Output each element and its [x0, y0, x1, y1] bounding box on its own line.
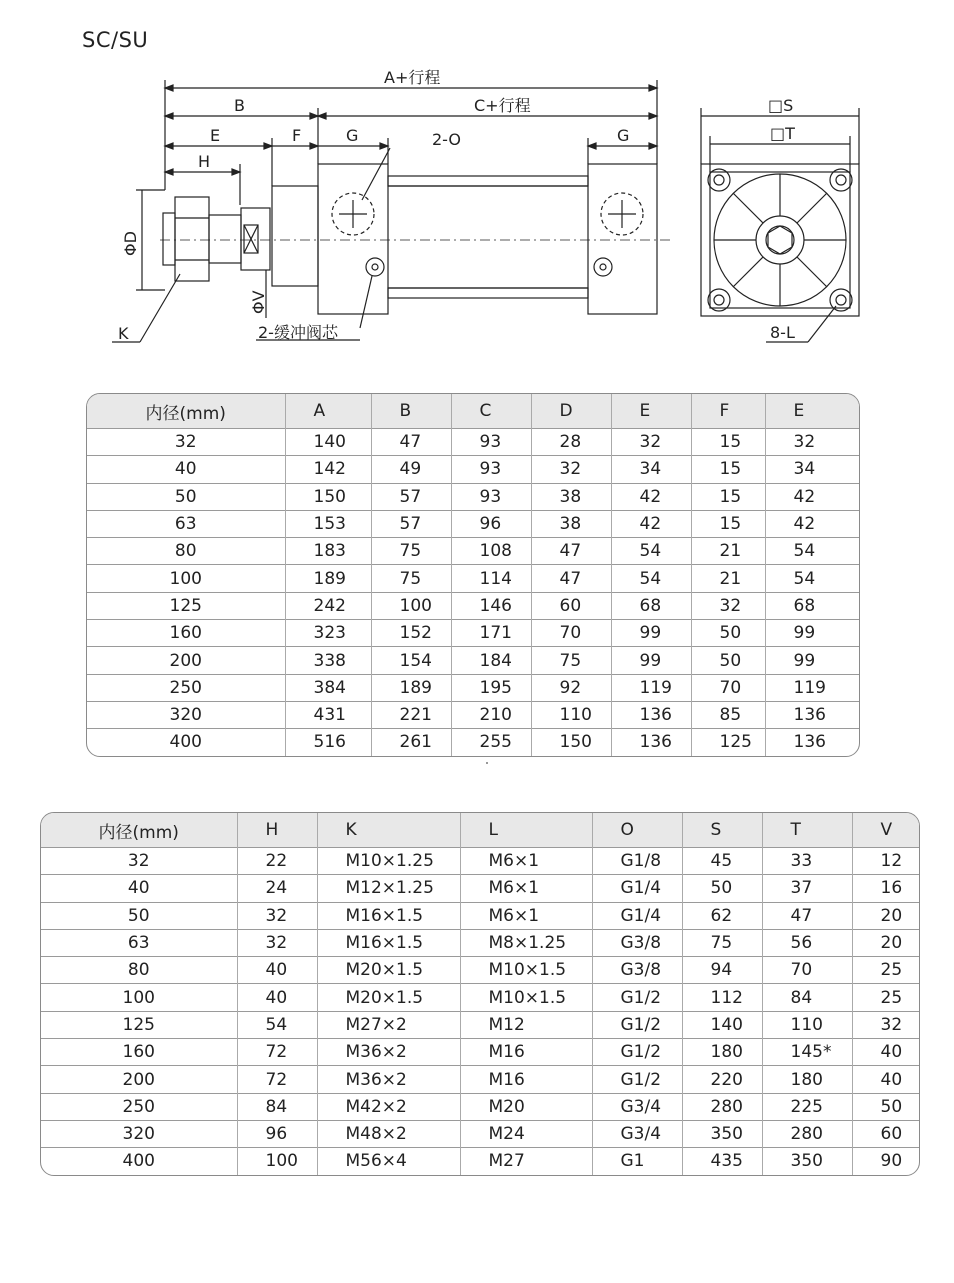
table-cell: 60	[852, 1120, 919, 1147]
label-v: ΦV	[249, 290, 268, 314]
table-cell: M8×1.25	[460, 929, 592, 956]
table-cell: 136	[611, 701, 691, 728]
label-bolt: 8-L	[770, 323, 795, 342]
table-cell: 140	[682, 1011, 762, 1038]
table-cell: 189	[371, 674, 451, 701]
table-cell: 50	[87, 483, 285, 510]
table-row	[87, 510, 859, 537]
table-row	[41, 1148, 919, 1175]
table-cell: M16	[460, 1066, 592, 1093]
table-cell: 24	[237, 875, 317, 902]
table-cell: 40	[41, 875, 237, 902]
table-cell: G1/2	[592, 984, 682, 1011]
table-cell: 63	[87, 510, 285, 537]
table-row	[87, 429, 859, 456]
table-cell: 100	[237, 1148, 317, 1175]
table-cell: 84	[237, 1093, 317, 1120]
table-cell: 21	[691, 565, 765, 592]
table-cell: 15	[691, 456, 765, 483]
table-cell: 54	[237, 1011, 317, 1038]
table-row	[87, 647, 859, 674]
table-cell: 21	[691, 538, 765, 565]
table-cell: M10×1.25	[317, 848, 460, 875]
table-cell: M16×1.5	[317, 902, 460, 929]
table-cell: 38	[531, 510, 611, 537]
table-cell: 350	[762, 1148, 852, 1175]
table-row	[87, 674, 859, 701]
table-cell: 38	[531, 483, 611, 510]
table-cell: 180	[682, 1039, 762, 1066]
table-cell: 16	[852, 875, 919, 902]
table-cell: 50	[691, 647, 765, 674]
table-cell: 20	[852, 902, 919, 929]
table-cell: 384	[285, 674, 371, 701]
table-cell: 400	[41, 1148, 237, 1175]
table-cell: M20×1.5	[317, 957, 460, 984]
label-k: K	[118, 324, 129, 343]
table-cell: 250	[41, 1093, 237, 1120]
table-cell: 184	[451, 647, 531, 674]
table-cell: 12	[852, 848, 919, 875]
cushion-valve-front	[366, 258, 384, 276]
cushion-valve-rear	[594, 258, 612, 276]
table-cell: 136	[765, 729, 859, 756]
table-cell: 516	[285, 729, 371, 756]
table-cell: 47	[531, 565, 611, 592]
table-row	[41, 848, 919, 875]
table-row	[41, 1039, 919, 1066]
table-row	[87, 483, 859, 510]
table-cell: 108	[451, 538, 531, 565]
column-header: D	[531, 394, 611, 429]
dimension-table-2	[40, 812, 920, 1176]
table-cell: 57	[371, 510, 451, 537]
table-row	[41, 957, 919, 984]
table-cell: G1/2	[592, 1039, 682, 1066]
table-cell: 225	[762, 1093, 852, 1120]
table-cell: 99	[765, 647, 859, 674]
table-row	[41, 1066, 919, 1093]
table-cell: 96	[237, 1120, 317, 1147]
table-cell: 32	[87, 429, 285, 456]
table-header-row	[41, 813, 919, 848]
table-cell: 435	[682, 1148, 762, 1175]
table-cell: 49	[371, 456, 451, 483]
table-cell: 255	[451, 729, 531, 756]
rod-nut	[175, 197, 209, 281]
table-cell: 189	[285, 565, 371, 592]
table-cell: 125	[691, 729, 765, 756]
table-cell: M6×1	[460, 875, 592, 902]
table-cell: 40	[237, 984, 317, 1011]
table-cell: 32	[852, 1011, 919, 1038]
label-d: ΦD	[121, 231, 140, 256]
label-h: H	[198, 152, 211, 171]
table-cell: 320	[87, 701, 285, 728]
table-cell: 22	[237, 848, 317, 875]
table-cell: 280	[682, 1093, 762, 1120]
column-header: 内径(mm)	[41, 813, 237, 848]
table-row	[41, 875, 919, 902]
table-cell: 63	[41, 929, 237, 956]
table-cell: 431	[285, 701, 371, 728]
label-b: B	[234, 96, 245, 115]
table-cell: 136	[765, 701, 859, 728]
table-cell: 40	[852, 1039, 919, 1066]
column-header: B	[371, 394, 451, 429]
table-cell: 75	[531, 647, 611, 674]
table-cell: G1	[592, 1148, 682, 1175]
table-cell: M16×1.5	[317, 929, 460, 956]
label-f: F	[292, 126, 302, 145]
table-cell: 94	[682, 957, 762, 984]
table-cell: 80	[87, 538, 285, 565]
table-cell: 50	[691, 620, 765, 647]
table-cell: 200	[41, 1066, 237, 1093]
table-cell: 34	[611, 456, 691, 483]
label-g-left: G	[346, 126, 359, 145]
table-cell: 42	[611, 510, 691, 537]
column-header: O	[592, 813, 682, 848]
table-cell: 25	[852, 984, 919, 1011]
table-row	[41, 1120, 919, 1147]
table-cell: 146	[451, 592, 531, 619]
label-c-stroke: C+行程	[474, 96, 531, 115]
dot-mark	[486, 762, 488, 764]
table-cell: 70	[762, 957, 852, 984]
table-cell: 90	[852, 1148, 919, 1175]
table-cell: G1/4	[592, 902, 682, 929]
column-header: S	[682, 813, 762, 848]
table-cell: 93	[451, 456, 531, 483]
table-row	[87, 620, 859, 647]
table-cell: 56	[762, 929, 852, 956]
label-s: □S	[768, 96, 794, 115]
table-cell: 75	[371, 538, 451, 565]
dimension-table-1	[86, 393, 860, 757]
table-row	[41, 1093, 919, 1120]
table-cell: 320	[41, 1120, 237, 1147]
table-cell: 99	[611, 647, 691, 674]
table-row	[87, 592, 859, 619]
table-row	[87, 729, 859, 756]
table-cell: M6×1	[460, 848, 592, 875]
table-cell: G3/8	[592, 957, 682, 984]
table-row	[87, 701, 859, 728]
table-row	[87, 565, 859, 592]
table-cell: 32	[531, 456, 611, 483]
table-cell: M36×2	[317, 1066, 460, 1093]
table-cell: 15	[691, 429, 765, 456]
table-row	[41, 1011, 919, 1038]
table-cell: 20	[852, 929, 919, 956]
table-cell: 153	[285, 510, 371, 537]
table-cell: 119	[765, 674, 859, 701]
table-cell: 32	[237, 902, 317, 929]
table-cell: 37	[762, 875, 852, 902]
column-header: H	[237, 813, 317, 848]
table-row	[41, 984, 919, 1011]
table-cell: 54	[765, 565, 859, 592]
table-cell: 136	[611, 729, 691, 756]
table-cell: 100	[41, 984, 237, 1011]
rear-cap	[588, 164, 657, 314]
table-row	[41, 929, 919, 956]
table-cell: 154	[371, 647, 451, 674]
table-cell: M10×1.5	[460, 984, 592, 1011]
column-header: T	[762, 813, 852, 848]
table-cell: 75	[682, 929, 762, 956]
table-cell: 85	[691, 701, 765, 728]
table-cell: 180	[762, 1066, 852, 1093]
table-cell: 100	[87, 565, 285, 592]
table-cell: 350	[682, 1120, 762, 1147]
table-cell: M12×1.25	[317, 875, 460, 902]
table-cell: 70	[531, 620, 611, 647]
table-cell: 40	[237, 957, 317, 984]
label-t: □T	[770, 124, 795, 143]
table-cell: 93	[451, 483, 531, 510]
table-row	[87, 538, 859, 565]
table-cell: 54	[611, 565, 691, 592]
table-cell: 42	[611, 483, 691, 510]
column-header: K	[317, 813, 460, 848]
table-cell: 92	[531, 674, 611, 701]
table-cell: 68	[765, 592, 859, 619]
table-cell: G1/4	[592, 875, 682, 902]
table-cell: 93	[451, 429, 531, 456]
table-cell: M27×2	[317, 1011, 460, 1038]
table-row	[41, 902, 919, 929]
table-cell: 42	[765, 510, 859, 537]
table-cell: 112	[682, 984, 762, 1011]
table-cell: M16	[460, 1039, 592, 1066]
table-cell: 33	[762, 848, 852, 875]
cylinder-dimension-drawing	[0, 0, 954, 380]
table-cell: 34	[765, 456, 859, 483]
table-cell: 57	[371, 483, 451, 510]
table-cell: G1/2	[592, 1011, 682, 1038]
table-cell: 68	[611, 592, 691, 619]
table-cell: 183	[285, 538, 371, 565]
table-cell: 145*	[762, 1039, 852, 1066]
table-cell: 84	[762, 984, 852, 1011]
table-cell: 28	[531, 429, 611, 456]
table-cell: 221	[371, 701, 451, 728]
label-g-right: G	[617, 126, 630, 145]
table-cell: 50	[852, 1093, 919, 1120]
table-cell: M10×1.5	[460, 957, 592, 984]
table-cell: M12	[460, 1011, 592, 1038]
table-cell: 62	[682, 902, 762, 929]
table-cell: 72	[237, 1039, 317, 1066]
column-header: E	[611, 394, 691, 429]
table-cell: 54	[611, 538, 691, 565]
table-cell: 171	[451, 620, 531, 647]
table-cell: 47	[531, 538, 611, 565]
table-cell: 242	[285, 592, 371, 619]
table-cell: M36×2	[317, 1039, 460, 1066]
table-cell: M20	[460, 1093, 592, 1120]
column-header: A	[285, 394, 371, 429]
table-cell: 210	[451, 701, 531, 728]
table-cell: 80	[41, 957, 237, 984]
table-cell: 100	[371, 592, 451, 619]
label-cushion: 2-缓冲阀芯	[258, 323, 338, 342]
table-cell: 250	[87, 674, 285, 701]
table-cell: 54	[765, 538, 859, 565]
table-cell: 142	[285, 456, 371, 483]
column-header: L	[460, 813, 592, 848]
table-cell: 220	[682, 1066, 762, 1093]
rod-thread	[163, 213, 175, 265]
table-cell: 15	[691, 483, 765, 510]
table-cell: 32	[611, 429, 691, 456]
table-cell: 160	[41, 1039, 237, 1066]
table-cell: 99	[611, 620, 691, 647]
column-header: C	[451, 394, 531, 429]
table-cell: 32	[691, 592, 765, 619]
table-cell: 114	[451, 565, 531, 592]
table-cell: 400	[87, 729, 285, 756]
table-cell: 200	[87, 647, 285, 674]
table-cell: 60	[531, 592, 611, 619]
table-cell: 40	[87, 456, 285, 483]
table-cell: M27	[460, 1148, 592, 1175]
table-cell: M6×1	[460, 902, 592, 929]
table-cell: 47	[371, 429, 451, 456]
page-title: SC/SU	[82, 28, 149, 52]
table-cell: M20×1.5	[317, 984, 460, 1011]
table-cell: 70	[691, 674, 765, 701]
table-header-row	[87, 394, 859, 429]
table-cell: 160	[87, 620, 285, 647]
table-cell: 32	[765, 429, 859, 456]
table-cell: M24	[460, 1120, 592, 1147]
table-cell: 32	[237, 929, 317, 956]
table-cell: 280	[762, 1120, 852, 1147]
table-cell: 125	[41, 1011, 237, 1038]
table-cell: M42×2	[317, 1093, 460, 1120]
table-cell: 125	[87, 592, 285, 619]
table-cell: M56×4	[317, 1148, 460, 1175]
table-cell: 42	[765, 483, 859, 510]
table-cell: 50	[682, 875, 762, 902]
label-a-stroke: A+行程	[384, 68, 441, 87]
table-cell: G1/8	[592, 848, 682, 875]
table-cell: 99	[765, 620, 859, 647]
table-cell: 140	[285, 429, 371, 456]
column-header: 内径(mm)	[87, 394, 285, 429]
column-header: V	[852, 813, 919, 848]
table-cell: 119	[611, 674, 691, 701]
table-cell: 110	[762, 1011, 852, 1038]
table-cell: G3/4	[592, 1093, 682, 1120]
table-cell: 25	[852, 957, 919, 984]
label-port: 2-O	[432, 130, 461, 149]
table-cell: 75	[371, 565, 451, 592]
table-cell: 323	[285, 620, 371, 647]
table-cell: 72	[237, 1066, 317, 1093]
table-cell: 195	[451, 674, 531, 701]
column-header: E	[765, 394, 859, 429]
label-e: E	[210, 126, 221, 145]
table-cell: M48×2	[317, 1120, 460, 1147]
table-cell: 110	[531, 701, 611, 728]
table-cell: G1/2	[592, 1066, 682, 1093]
table-cell: 96	[451, 510, 531, 537]
table-cell: 15	[691, 510, 765, 537]
table-cell: 47	[762, 902, 852, 929]
table-cell: G3/8	[592, 929, 682, 956]
table-cell: 261	[371, 729, 451, 756]
table-cell: 150	[531, 729, 611, 756]
table-row	[87, 456, 859, 483]
front-cap	[318, 164, 388, 314]
table-cell: 50	[41, 902, 237, 929]
table-cell: 150	[285, 483, 371, 510]
column-header: F	[691, 394, 765, 429]
table-cell: G3/4	[592, 1120, 682, 1147]
table-cell: 32	[41, 848, 237, 875]
table-cell: 45	[682, 848, 762, 875]
front-neck	[272, 186, 318, 286]
table-cell: 40	[852, 1066, 919, 1093]
table-cell: 152	[371, 620, 451, 647]
table-cell: 338	[285, 647, 371, 674]
